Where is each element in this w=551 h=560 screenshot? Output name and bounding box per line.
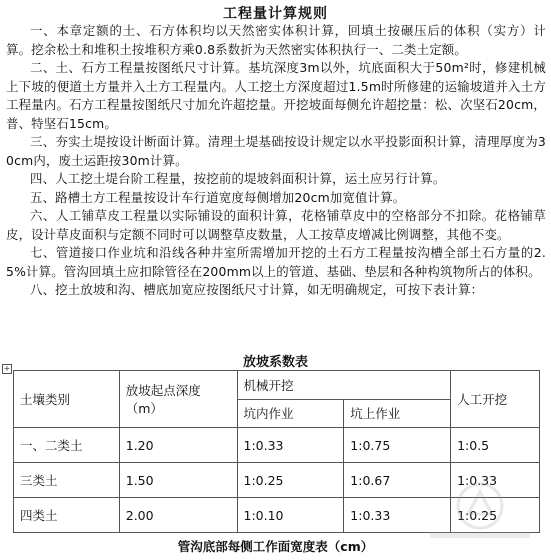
table-expand-icon[interactable]: + — [3, 364, 11, 373]
table-row — [14, 428, 540, 463]
header-manual-excavation: 人工开挖 — [451, 371, 540, 428]
next-table-title: 管沟底部每侧工作面宽度表（cm） — [177, 539, 374, 554]
cell-on-pit: 1:0.75 — [344, 428, 451, 463]
cell-soil: 三类土 — [14, 463, 120, 498]
page-title: 工程量计算规则 — [223, 6, 328, 22]
rule-paragraph-1: 一、本章定额的土、石方体积均以天然密实体积计算，回填土按碾压后的体积（实方）计算。挖余松土和堆积土按堆积方乘0.8系数折为天然密实体积执行一、二类土定额。 — [6, 23, 546, 57]
cell-depth: 1.20 — [119, 428, 237, 463]
rule-paragraph-3: 三、夯实土堤按设计断面计算。清理土堤基础按设计规定以水平投影面积计算，清理厚度为30cm内，废土运距按30m计算。 — [6, 134, 546, 168]
cell-depth: 1.50 — [119, 463, 237, 498]
table-row — [14, 498, 540, 533]
cell-in-pit: 1:0.25 — [237, 463, 344, 498]
rules-body — [6, 22, 546, 300]
header-on-pit: 坑上作业 — [344, 399, 451, 428]
table-title: 放坡系数表 — [242, 355, 308, 370]
cell-soil: 一、二类土 — [14, 428, 120, 463]
rule-paragraph-6: 六、人工铺草皮工程量以实际铺设的面积计算，花格铺草皮中的空格部分不扣除。花格铺草皮，设计草皮面积与定额不同时可以调整草皮数量，人工按草皮增减比例调整，其他不变。 — [6, 208, 546, 242]
cell-soil: 四类土 — [14, 498, 120, 533]
cell-manual: 1:0.5 — [451, 428, 540, 463]
header-in-pit: 坑内作业 — [237, 399, 344, 428]
cell-on-pit: 1:0.67 — [344, 463, 451, 498]
rule-paragraph-2: 二、土、石方工程量按图纸尺寸计算。基坑深度3m以外，坑底面积大于50m²时，修建机械上下坡的便道土方量并入土方工程量内。人工挖土方深度超过1.5m时所修建的运输坡道并入土方工程量内。石方工程量按图纸尺寸加允许超挖量。开挖坡面每侧允许超挖量：松、次坚石20cm，普、特坚石15cm。 — [6, 60, 546, 131]
header-soil-type: 土壤类别 — [14, 371, 120, 428]
cell-in-pit: 1:0.10 — [237, 498, 344, 533]
cell-depth: 2.00 — [119, 498, 237, 533]
rule-paragraph-7: 七、管道接口作业坑和沿线各种井室所需增加开挖的土石方工程量按沟槽全部土石方量的2.5%计算。管沟回填土应扣除管径在200mm以上的管道、基础、垫层和各种构筑物所占的体积。 — [6, 245, 546, 279]
header-start-depth: 放坡起点深度（m） — [119, 371, 237, 428]
table-row — [14, 463, 540, 498]
rule-paragraph-4: 四、人工挖土堤台阶工程量，按挖前的堤坡斜面积计算，运土应另行计算。 — [30, 171, 446, 186]
slope-coefficient-table — [13, 370, 540, 533]
cell-manual: 1:0.25 — [451, 498, 540, 533]
cell-on-pit: 1:0.33 — [344, 498, 451, 533]
cell-manual: 1:0.33 — [451, 463, 540, 498]
rule-paragraph-8: 八、挖土放坡和沟、槽底加宽应按图纸尺寸计算，如无明确规定，可按下表计算： — [30, 282, 484, 297]
rule-paragraph-5: 五、路槽土方工程量按设计车行道宽度每侧增加20cm加宽值计算。 — [30, 189, 406, 205]
cell-in-pit: 1:0.33 — [237, 428, 344, 463]
header-machine-excavation: 机械开挖 — [237, 371, 451, 400]
